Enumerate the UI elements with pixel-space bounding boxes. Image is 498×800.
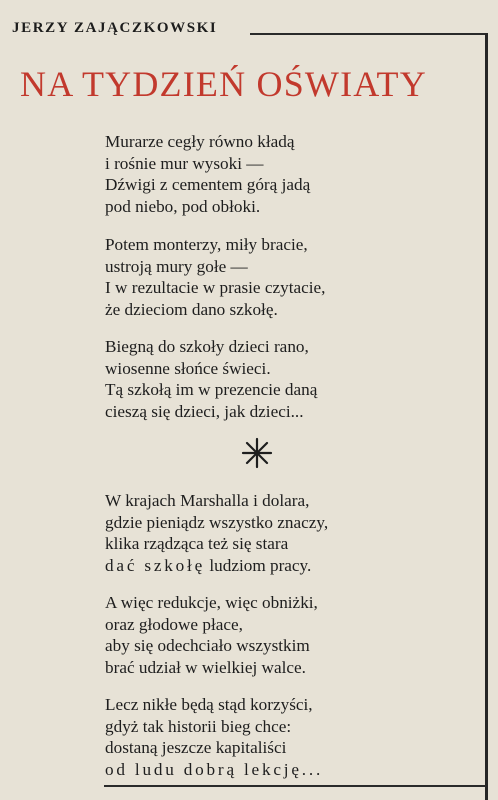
stanza-6 bbox=[105, 694, 475, 780]
poem-line: Potem monterzy, miły bracie, bbox=[105, 235, 308, 254]
poem-line: Tą szkołą im w prezencie daną bbox=[105, 380, 318, 400]
poem-line bbox=[105, 759, 475, 781]
poem-line: wiosenne słońce świeci. bbox=[105, 358, 271, 378]
poem-line: i rośnie mur wysoki — bbox=[105, 153, 264, 173]
asterisk-icon bbox=[240, 436, 274, 470]
poem-line: I w rezultacie w prasie czytacie, bbox=[105, 278, 326, 298]
stanza-5 bbox=[105, 592, 475, 678]
side-rule bbox=[485, 33, 488, 800]
poem-line: klika rządząca też się stara bbox=[105, 534, 289, 554]
stanza-1 bbox=[105, 131, 475, 217]
poem-line: że dzieciom dano szkołę. bbox=[105, 299, 278, 319]
poem-line: Murarze cegły równo kładą bbox=[105, 132, 295, 151]
line-rest: ludziom pracy. bbox=[205, 555, 312, 575]
poem-line: ustroją mury gołe — bbox=[105, 256, 248, 276]
spaced-phrase: dobrą lekcję... bbox=[183, 759, 324, 779]
poem-line: Dźwigi z cementem górą jadą bbox=[105, 175, 311, 195]
poem-line: oraz głodowe płace, bbox=[105, 614, 243, 634]
poem-title: NA TYDZIEŃ OŚWIATY bbox=[20, 64, 427, 104]
stanza-3 bbox=[105, 336, 475, 422]
poem-line: aby się odechciało wszystkim bbox=[105, 636, 310, 656]
poem-line bbox=[105, 555, 475, 577]
line-start: od ludu bbox=[105, 759, 184, 779]
spaced-phrase: dać szkołę bbox=[105, 555, 206, 575]
poem-line: A więc redukcje, więc obniżki, bbox=[105, 593, 318, 612]
poem-line: pod niebo, pod obłoki. bbox=[105, 196, 261, 216]
poem-line: Lecz nikłe będą stąd korzyści, bbox=[105, 695, 313, 714]
poem-line: W krajach Marshalla i dolara, bbox=[105, 491, 310, 510]
bottom-rule bbox=[104, 785, 486, 787]
author-name: JERZY ZAJĄCZKOWSKI bbox=[12, 20, 218, 36]
poem-line: brać udział w wielkiej walce. bbox=[105, 657, 306, 677]
poem-line: Biegną do szkoły dzieci rano, bbox=[105, 337, 309, 356]
poem-line: gdyż tak historii bieg chce: bbox=[105, 716, 292, 736]
poem-line: dostaną jeszcze kapitaliści bbox=[105, 738, 287, 758]
poem-line: gdzie pieniądz wszystko znaczy, bbox=[105, 512, 329, 532]
top-rule bbox=[250, 33, 486, 35]
poem-line: cieszą się dzieci, jak dzieci... bbox=[105, 401, 304, 421]
stanza-4 bbox=[105, 490, 475, 576]
stanza-2 bbox=[105, 234, 475, 320]
